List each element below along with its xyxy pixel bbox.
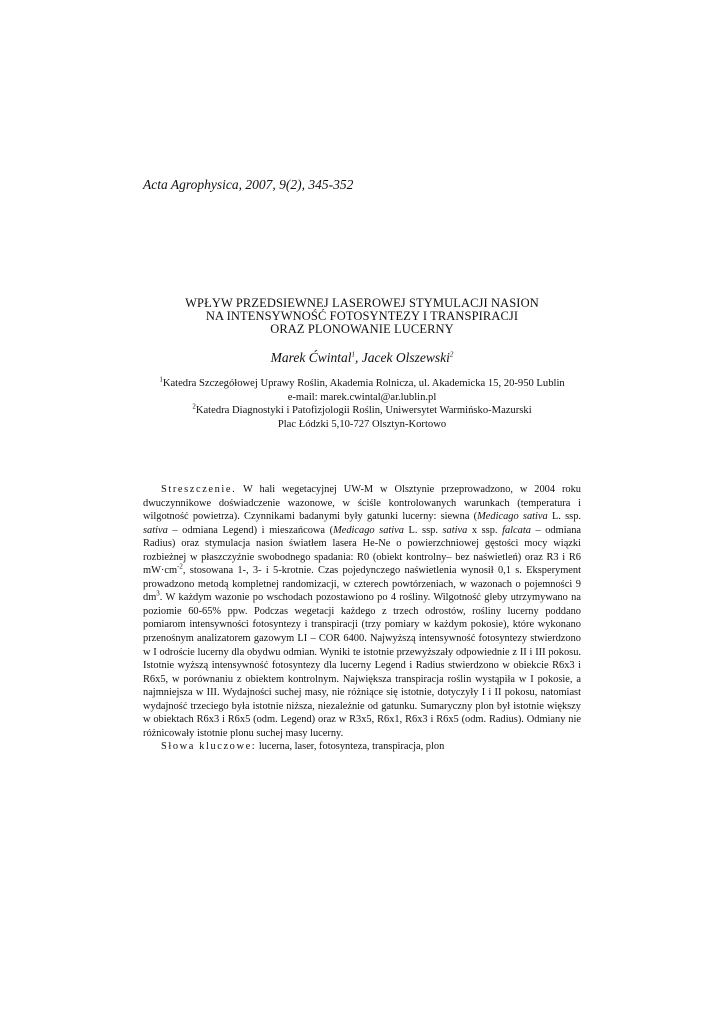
abstract-label: Streszczenie. xyxy=(161,484,237,495)
species-name: sativa xyxy=(143,524,168,536)
unit-exponent: 3 xyxy=(156,589,160,598)
abstract-text: . W każdym wazonie po wschodach pozostawiono po 4 rośliny. Wilgotność gleby utrzymywano na poziomie 60-65% ppw. Podczas wegetacji każdego z trzech odrostów, rośliny lucerny poddano pomiarom intensywności fotosyntezy i transpiracji (trzy pomiary w każdym pokosie), które wykonano przenośnym analizatorem gazowym LI – COR 6400. Najwyższą intensywność fotosyntezy stwierdzono w I odroście lucerny dla obydwu odmian. Wyniki te istotnie przewyższały odpowiednie z II i III pokosu. Istotnie wyższą intensywność fotosyntezy dla lucerny Legend i Radius stwierdzono w obiekcie R6x3 i R6x5, w porównaniu z obiektem kontrolnym. Największa transpiracja roślin wystąpiła w I pokosie, a najmniejsza w III. Wydajności suchej masy, nie różniące się istotnie, dotyczyły I i II pokosu, natomiast wydajność trzeciego była istotnie niższa, niezależnie od gatunku. Sumaryczny plon był istotnie większy w obiektach R6x3 i R6x5 (odm. Legend) oraz w R3x5, R6x1, R6x3 i R6x5 (odm. Radius). Odmiany nie różnicowały istotnie plonu suchej masy lucerny. xyxy=(143,592,581,739)
author-email: e-mail: marek.cwintal@ar.lublin.pl xyxy=(287,391,437,403)
abstract-text: , stosowana 1-, 3- i 5-krotnie. Czas pojedynczego naświetlenia wynosił 0,1 s. Eksperyment prowadzono metodą kompletnej randomizacji, w czterech powtórzeniach, w wazonach o pojemności 9 dm xyxy=(143,565,581,604)
affil-mark: 2 xyxy=(192,402,196,411)
keywords xyxy=(143,740,581,754)
paper-title xyxy=(0,297,724,336)
abstract-paragraph xyxy=(143,483,581,740)
affiliations xyxy=(0,377,724,431)
journal-citation: Acta Agrophysica, 2007, 9(2), 345-352 xyxy=(143,177,354,192)
author-name: Marek Ćwintal xyxy=(270,350,352,365)
keywords-text: lucerna, laser, fotosynteza, transpiracja, plon xyxy=(256,741,445,753)
abstract-text: L. ssp. xyxy=(403,524,443,536)
species-name: Medicago sativa xyxy=(333,524,404,536)
author-affil-mark: 2 xyxy=(449,350,454,359)
unit-exponent: -2 xyxy=(177,562,183,571)
species-name: Medicago sativa xyxy=(477,511,548,523)
authors: Marek Ćwintal$^1$, Jacek Olszewski$^2$ xyxy=(270,350,454,365)
affil-mark: 1 xyxy=(159,375,163,384)
affiliation-text: Katedra Szczegółowej Uprawy Roślin, Akademia Rolnicza, ul. Akademicka 15, 20-950 Lublin xyxy=(162,378,565,389)
abstract-text: x ssp. xyxy=(467,524,503,536)
author-affil-mark: 1 xyxy=(351,350,356,359)
affiliation-line xyxy=(0,377,724,391)
species-name: sativa xyxy=(442,524,468,536)
affiliation-text: Katedra Diagnostyki i Patofizjologii Roślin, Uniwersytet Warmińsko-Mazurski xyxy=(195,405,532,416)
affiliation-line xyxy=(0,404,724,418)
abstract-text: – odmiana Legend) i mieszańcowa ( xyxy=(167,524,334,536)
keywords-label: Słowa kluczowe: xyxy=(161,741,257,753)
affiliation-address: Plac Łódzki 5,10-727 Olsztyn-Kortowo xyxy=(277,418,447,430)
title-line: NA INTENSYWNOŚĆ FOTOSYNTEZY I TRANSPIRACJI xyxy=(205,309,519,323)
species-name: falcata xyxy=(502,524,531,536)
abstract xyxy=(143,483,581,754)
abstract-text: W hali wegetacyjnej UW-M w Olsztynie przeprowadzono, w 2004 roku dwuczynnikowe doświadczenie wazonowe, w ściśle kontrolowanych warunkach (temperatura i wilgotność powietrza). Czynnikami badanymi były gatunki lucerny: siewna ( xyxy=(143,484,581,523)
abstract-text: – odmiana Radius) oraz stymulacja nasion światłem lasera He-Ne o powierzchniowej gęstości mocy wiązki rozbieżnej w płaszczyźnie swobodnego spadania: R0 (obiekt kontrolny– bez naświetleń) oraz R3 i R6 mW·cm xyxy=(143,524,582,577)
title-line: ORAZ PLONOWANIE LUCERNY xyxy=(270,322,454,336)
author-name: Jacek Olszewski xyxy=(361,350,450,365)
abstract-text: L. ssp. xyxy=(547,511,581,523)
title-line: WPŁYW PRZEDSIEWNEJ LASEROWEJ STYMULACJI NASION xyxy=(185,296,539,310)
